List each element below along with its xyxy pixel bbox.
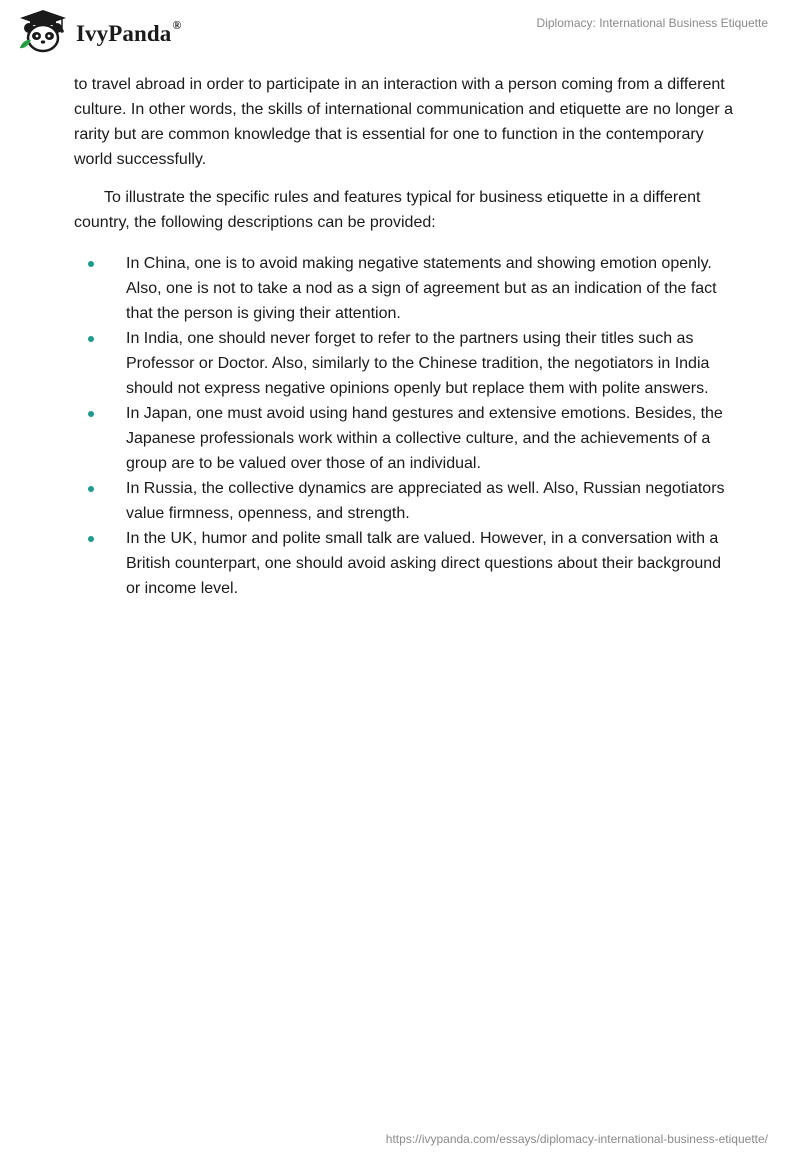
bullet-dot-icon xyxy=(88,486,94,492)
panda-graduate-icon xyxy=(16,8,70,54)
bullet-dot-icon xyxy=(88,411,94,417)
running-title: Diplomacy: International Business Etiquette xyxy=(536,16,768,30)
essay-body xyxy=(74,72,734,601)
bullet-text: In Russia, the collective dynamics are appreciated as well. Also, Russian negotiators value firmness, openness, and strength. xyxy=(126,480,725,522)
bullet-item-india xyxy=(74,326,734,401)
bullet-item-russia xyxy=(74,476,734,526)
bullet-dot-icon xyxy=(88,536,94,542)
bullet-text: In India, one should never forget to refer to the partners using their titles such as Professor or Doctor. Also, similarly to the Chinese tradition, the negotiators in India should not express negative opinions openly but replace them with polite answers. xyxy=(126,330,710,397)
bullet-dot-icon xyxy=(88,336,94,342)
bullet-item-china xyxy=(74,251,734,326)
bullet-text: In China, one is to avoid making negative statements and showing emotion openly. Also, one is not to take a nod as a sign of agreement but as an indication of the fact that the person is giving their attention. xyxy=(126,255,717,322)
bullet-dot-icon xyxy=(88,261,94,267)
body-paragraph: To illustrate the specific rules and features typical for business etiquette in a different country, the following descriptions can be provided: xyxy=(74,189,701,231)
logo-name: IvyPanda xyxy=(76,21,172,46)
bullet-item-uk xyxy=(74,526,734,601)
etiquette-bullet-list xyxy=(74,251,734,601)
bullet-text: In the UK, humor and polite small talk are valued. However, in a conversation with a British counterpart, one should avoid asking direct questions about their background or income level. xyxy=(126,530,722,597)
logo-wordmark xyxy=(76,18,182,47)
source-url-link[interactable]: https://ivypanda.com/essays/diplomacy-international-business-etiquette/ xyxy=(385,1132,768,1146)
bullet-text: In Japan, one must avoid using hand gestures and extensive emotions. Besides, the Japanese professionals work within a collective culture, and the achievements of a group are to be valued over those of an individual. xyxy=(126,405,723,472)
registered-mark: ® xyxy=(172,18,182,32)
bullet-item-japan xyxy=(74,401,734,476)
body-paragraph: to travel abroad in order to participate in an interaction with a person coming from a different culture. In other words, the skills of international communication and etiquette are no longer a rarity but are common knowledge that is essential for one to function in the contemporary world successfully. xyxy=(74,76,734,168)
ivypanda-logo[interactable] xyxy=(16,8,181,54)
page-header xyxy=(0,0,800,60)
